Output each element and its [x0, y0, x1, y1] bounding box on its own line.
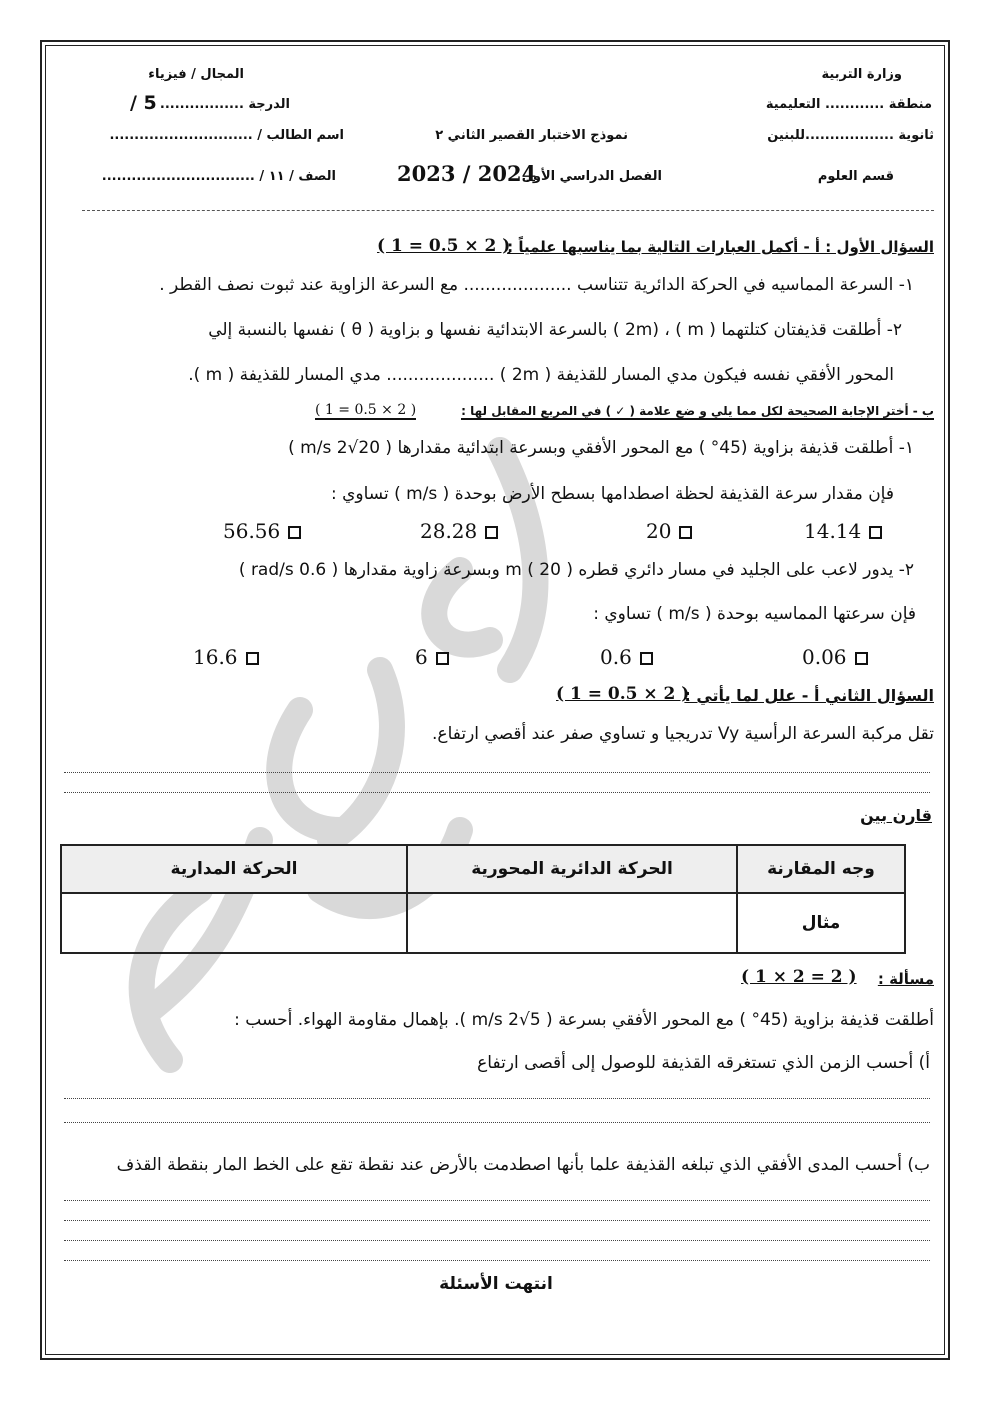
problem-marks: ( 1 × 2 = 2 )	[741, 967, 857, 987]
table-row-label: مثال	[737, 893, 905, 953]
problem-statement: أطلقت قذيفة بزاوية (45° ) مع المحور الأفقي بسرعة ( 5√2 m/s ). بإهمال مقاومة الهواء. أحسب :	[234, 1010, 934, 1030]
grade-label: الدرجة .................	[159, 97, 290, 112]
checkbox[interactable]	[485, 526, 498, 539]
quiz-title: نموذج الاختبار القصير الثاني ٢	[435, 128, 628, 143]
ministry-label: وزارة التربية	[821, 67, 902, 82]
checkbox[interactable]	[436, 652, 449, 665]
region-label: منطقة ............ التعليمية	[765, 97, 932, 112]
checkbox[interactable]	[869, 526, 882, 539]
student-name-field[interactable]: اسم الطالب / .............................	[109, 128, 344, 143]
mcq1-prompt: فإن مقدار سرعة القذيفة لحظة اصطدامها بسطح الأرض بوحدة ( m/s ) تساوي :	[330, 484, 894, 504]
mcq2-option[interactable]: 0.6	[600, 645, 653, 669]
answer-line[interactable]	[64, 1122, 930, 1123]
mcq2-question: ٢- يدور لاعب على الجليد في مسار دائري قطره m ( 20 ) وبسرعة زاوية مقدارها ( 0.6 rad/s )	[238, 560, 914, 580]
mcq2-option[interactable]: 16.6	[193, 645, 259, 669]
problem-title: مسألة :	[877, 970, 934, 988]
mcq1-option[interactable]: 28.28	[420, 519, 498, 543]
mcq2-prompt: فإن سرعتها المماسيه بوحدة ( m/s ) تساوي :	[593, 604, 916, 624]
field-label: المجال / فيزياء	[148, 67, 244, 82]
department-label: قسم العلوم	[817, 169, 894, 184]
answer-line[interactable]	[64, 1098, 930, 1099]
checkbox[interactable]	[246, 652, 259, 665]
table-header-cell: الحركة الدائرية المحورية	[407, 845, 737, 893]
compare-title: قارن بين	[860, 806, 932, 825]
grade-value: / 5	[130, 92, 157, 114]
q1b-marks: ( 1 = 0.5 × 2 )	[315, 402, 417, 418]
school-label: ثانوية ..................للبنين	[767, 128, 934, 143]
q2-title: السؤال الثاني أ - علل لما يأتي :	[684, 686, 934, 705]
answer-line[interactable]	[64, 1240, 930, 1241]
answer-line[interactable]	[64, 1220, 930, 1221]
problem-part-b: ب) أحسب المدى الأفقي الذي تبلغه القذيفة علما بأنها اصطدمت بالأرض عند نقطة تقع على الخط المار بنقطة القذف	[116, 1155, 930, 1175]
answer-line[interactable]	[64, 1200, 930, 1201]
table-row	[61, 893, 905, 953]
problem-part-a: أ) أحسب الزمن الذي تستغرقه القذيفة للوصول إلى أقصى ارتفاع	[477, 1053, 930, 1073]
answer-line[interactable]	[64, 1260, 930, 1261]
table-header-cell: وجه المقارنة	[737, 845, 905, 893]
q2-reason: تقل مركبة السرعة الرأسية Vy تدريجيا و تساوي صفر عند أقصي ارتفاع.	[432, 724, 934, 744]
mcq2-option[interactable]: 0.06	[802, 645, 868, 669]
q1-marks: ( 1 = 0.5 × 2 )	[377, 236, 511, 256]
table-header-row	[61, 845, 905, 893]
mcq1-option[interactable]: 56.56	[223, 519, 301, 543]
answer-cell[interactable]	[61, 893, 407, 953]
mcq1-option[interactable]: 20	[646, 519, 692, 543]
q1-item2-line1: ٢- أطلقت قذيفتان كتلتهما ( m ) ، (2m ) بالسرعة الابتدائية نفسها و بزاوية ( θ ) نفسها بالنسبة إلي	[208, 320, 902, 340]
q2-marks: ( 1 = 0.5 × 2 )	[556, 684, 690, 704]
mcq2-option[interactable]: 6	[415, 645, 449, 669]
q1b-title: ب - أختر الإجابة الصحيحة لكل مما يلي و ضع علامة ( ✓ ) في المربع المقابل لها :	[461, 404, 934, 418]
academic-year: 2023 / 2024	[397, 161, 537, 186]
answer-cell[interactable]	[407, 893, 737, 953]
end-of-questions: انتهت الأسئلة	[439, 1274, 553, 1294]
semester-label: الفصل الدراسي الأول	[521, 169, 662, 184]
q1-item2-line2: المحور الأفقي نفسه فيكون مدي المسار للقذيفة ( 2m ) .................... مدي المسار للقذيفة ( m ).	[188, 365, 894, 385]
answer-line[interactable]	[64, 772, 930, 773]
checkbox[interactable]	[288, 526, 301, 539]
checkbox[interactable]	[640, 652, 653, 665]
q1-title: السؤال الأول : أ - أكمل العبارات التالية بما يناسبها علمياً :	[507, 238, 934, 256]
answer-line[interactable]	[64, 792, 930, 793]
comparison-table	[60, 844, 906, 954]
checkbox[interactable]	[679, 526, 692, 539]
q1-item1: ١- السرعة المماسيه في الحركة الدائرية تتناسب .................... مع السرعة الزاوية عند ثبوت نصف القطر .	[159, 275, 914, 295]
mcq1-question: ١- أطلقت قذيفة بزاوية (45° ) مع المحور الأفقي وبسرعة ابتدائية مقدارها ( 20√2 m/s )	[288, 438, 914, 458]
mcq1-option[interactable]: 14.14	[804, 519, 882, 543]
class-field[interactable]: الصف / ١١ / ...............................	[101, 169, 336, 184]
table-header-cell: الحركة المدارية	[61, 845, 407, 893]
checkbox[interactable]	[855, 652, 868, 665]
header-divider	[82, 210, 934, 211]
